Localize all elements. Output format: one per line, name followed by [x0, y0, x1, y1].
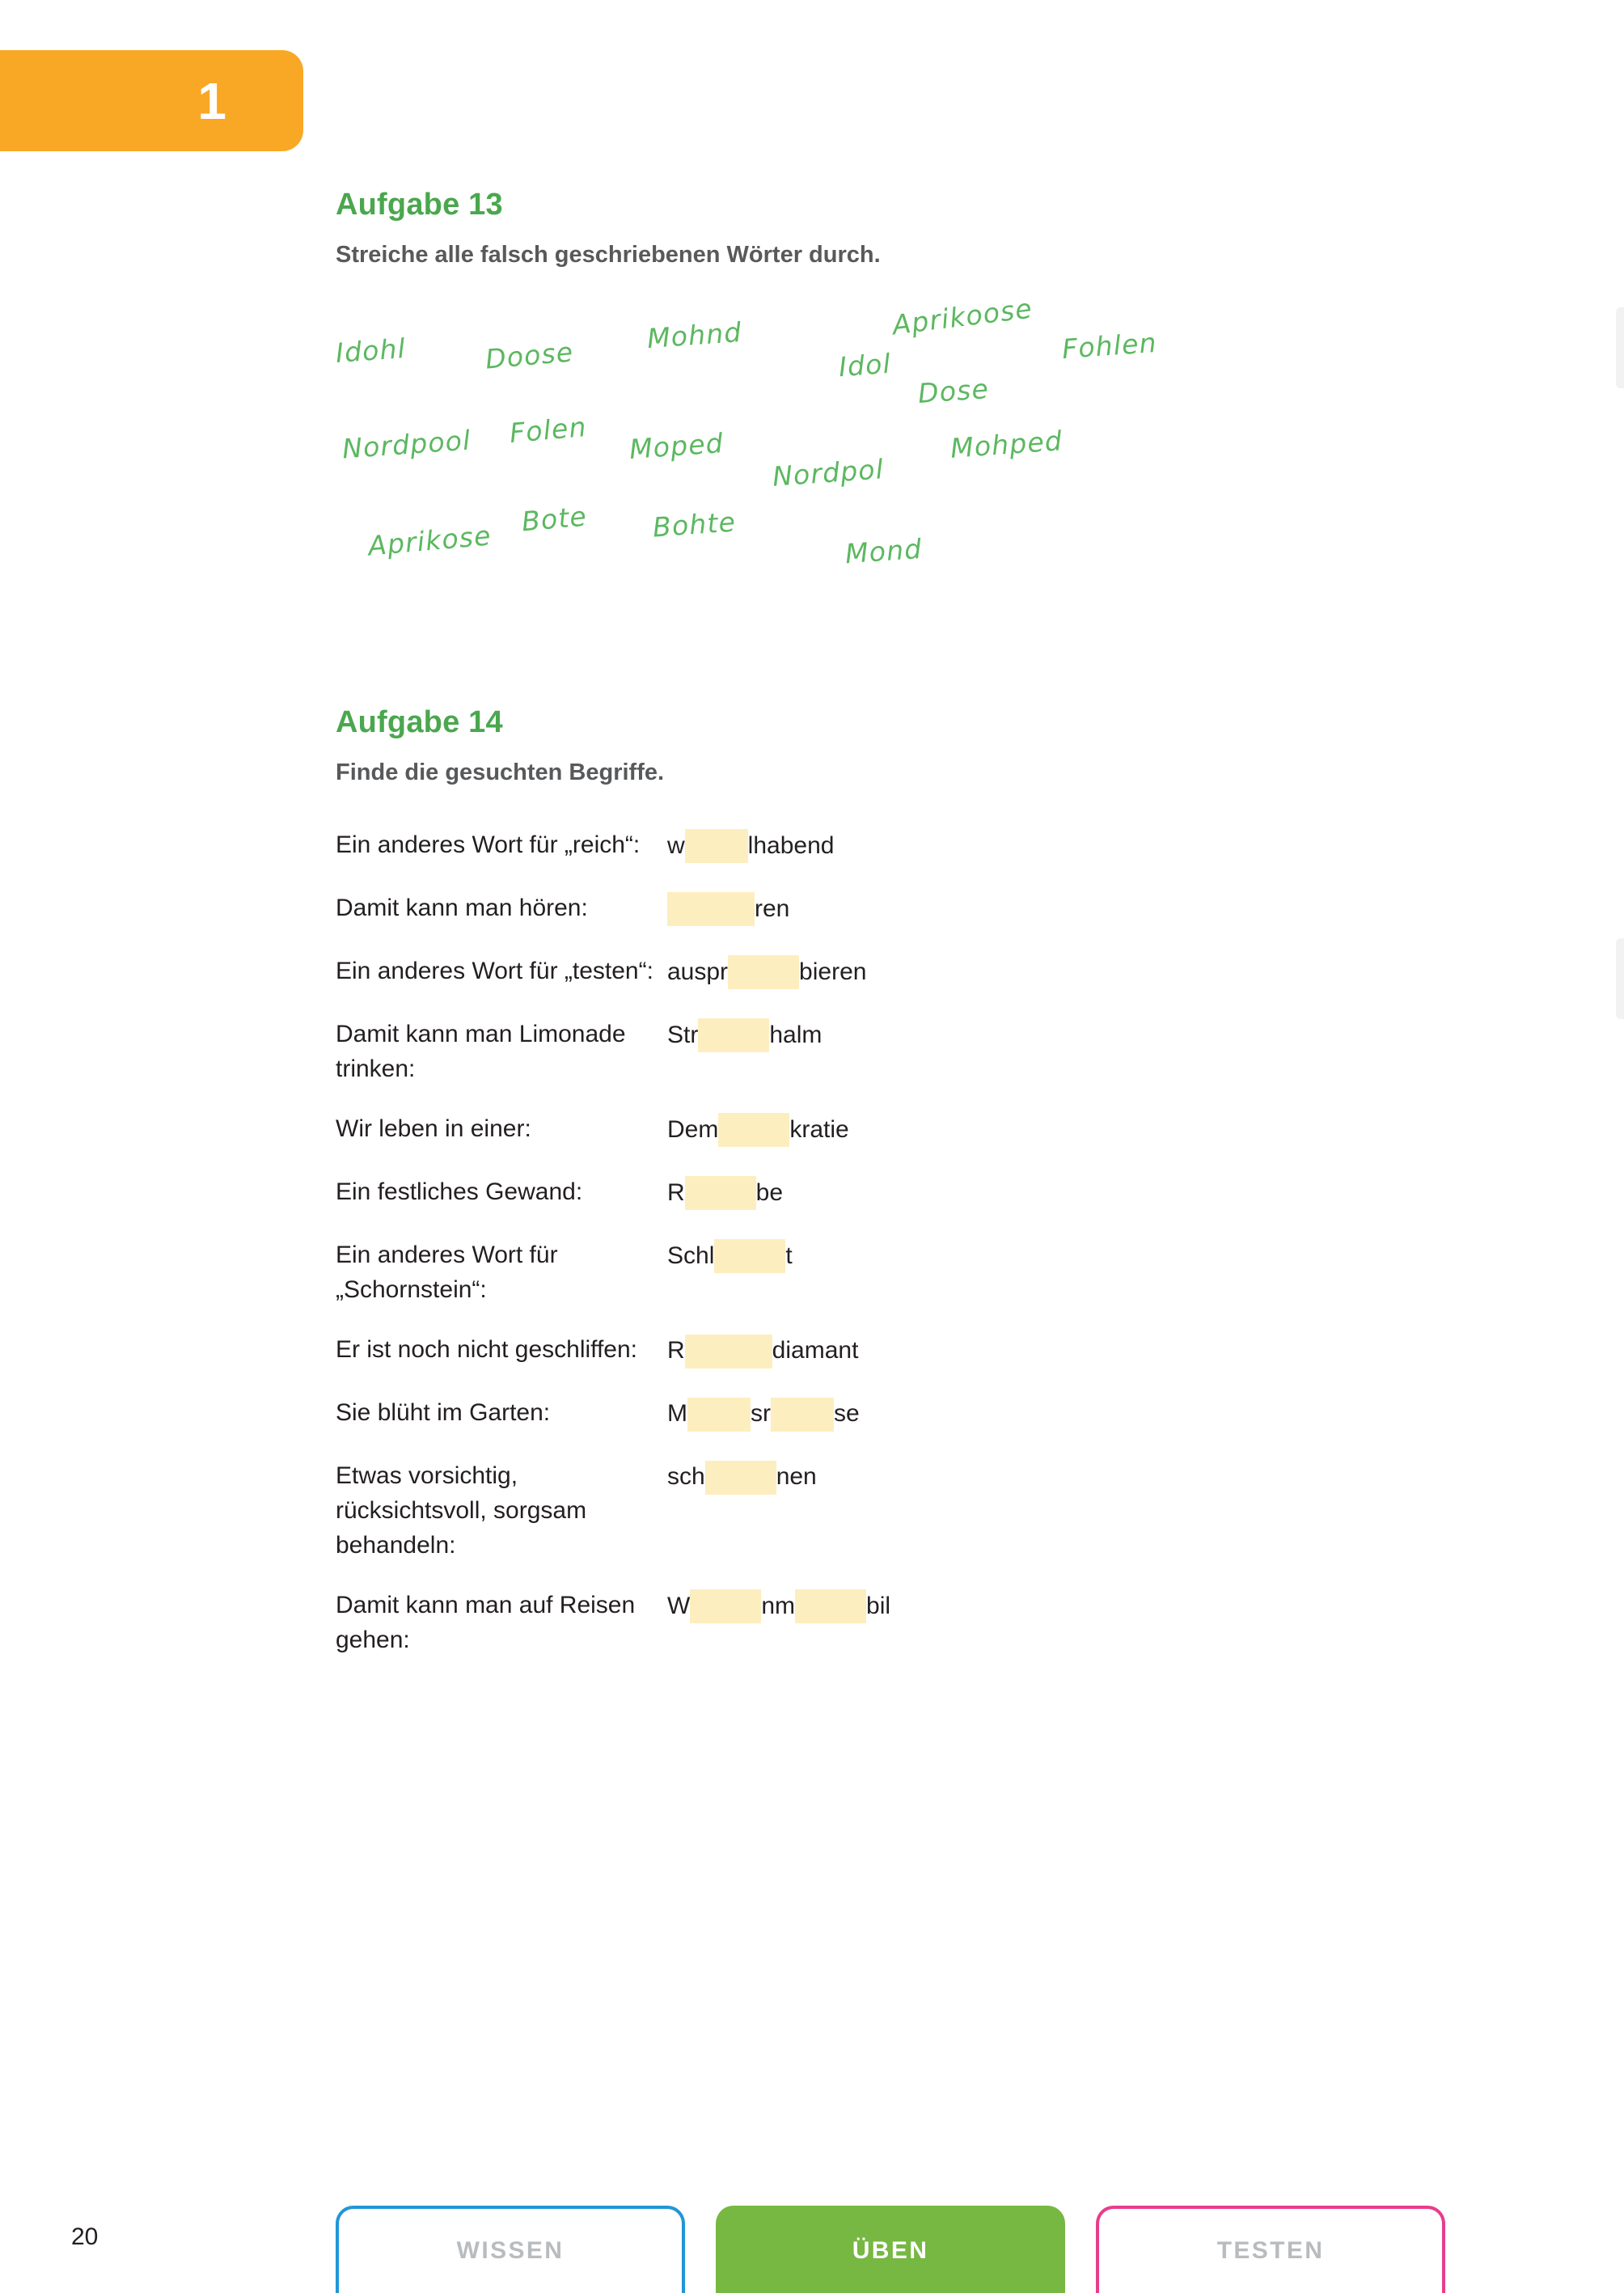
answer-text: R — [667, 1179, 685, 1207]
answer-text: bieren — [799, 958, 867, 985]
answer-text: nen — [776, 1463, 817, 1491]
riddle-answer — [667, 1396, 860, 1432]
task13-heading: Aufgabe 13 — [336, 188, 503, 222]
answer-text: se — [834, 1400, 860, 1428]
riddle-answer — [667, 891, 789, 927]
riddle-answer — [667, 1459, 817, 1495]
handwritten-word[interactable]: Nordpol — [771, 453, 886, 493]
handwritten-word[interactable]: Mohnd — [645, 315, 743, 355]
riddle-answer — [667, 828, 834, 864]
answer-blank[interactable] — [685, 829, 748, 863]
answer-text: ren — [755, 895, 790, 922]
answer-blank[interactable] — [728, 955, 799, 989]
answer-text: sch — [667, 1463, 705, 1491]
answer-text: M — [667, 1400, 687, 1428]
footer-tab-üben[interactable]: ÜBEN — [716, 2206, 1065, 2293]
handwritten-word[interactable]: Bohte — [651, 506, 738, 544]
answer-text: auspr — [667, 958, 729, 985]
answer-text: Dem — [667, 1116, 719, 1144]
answer-text: sr — [751, 1400, 771, 1428]
handwritten-word[interactable]: Idohl — [334, 332, 408, 369]
footer-tab-testen[interactable]: TESTEN — [1096, 2206, 1445, 2293]
page-number: 20 — [71, 2223, 99, 2250]
answer-text: halm — [769, 1022, 823, 1048]
riddle-row — [336, 1017, 1484, 1086]
answer-blank[interactable] — [795, 1589, 866, 1623]
riddle-clue: Etwas vorsichtig, rücksichtsvoll, sorgsam behandeln: — [336, 1462, 587, 1559]
answer-blank[interactable] — [667, 892, 755, 926]
answer-text: Schl — [667, 1242, 715, 1270]
answer-text: nm — [761, 1593, 796, 1620]
answer-text: bil — [866, 1593, 891, 1620]
footer-tab-wissen[interactable]: WISSEN — [336, 2206, 685, 2293]
answer-text: w — [667, 832, 685, 859]
riddle-answer — [667, 1238, 793, 1274]
section-aufgabe-13 — [336, 188, 1484, 600]
handwritten-word[interactable]: Aprikose — [366, 519, 493, 562]
footer-tabs — [336, 2206, 1448, 2293]
riddle-clue: Ein anderes Wort für „testen“: — [336, 958, 653, 984]
riddle-answer — [667, 1589, 890, 1624]
riddle-row — [336, 1333, 1484, 1370]
handwritten-word[interactable]: Moped — [628, 426, 725, 466]
answer-text: lhabend — [747, 832, 835, 859]
chapter-number: 1 — [197, 71, 226, 130]
riddle-clue: Ein anderes Wort für „Schornstein“: — [336, 1242, 558, 1303]
handwritten-word-cloud — [334, 292, 1484, 600]
riddle-clue: Ein festliches Gewand: — [336, 1178, 583, 1206]
handwritten-word[interactable]: Folen — [508, 410, 589, 450]
section-aufgabe-14 — [336, 705, 1484, 1657]
answer-blank[interactable] — [771, 1398, 834, 1432]
riddle-clue: Er ist noch nicht geschliffen: — [336, 1336, 637, 1364]
riddle-answer — [667, 954, 866, 990]
edge-mark-top — [1616, 307, 1624, 388]
answer-text: be — [755, 1179, 784, 1207]
answer-blank[interactable] — [687, 1398, 751, 1432]
handwritten-word[interactable]: Doose — [484, 336, 575, 375]
riddle-clue: Damit kann man Limonade trinken: — [336, 1021, 626, 1082]
answer-text: kratie — [789, 1116, 849, 1144]
riddle-answer — [667, 1175, 783, 1211]
edge-mark-middle — [1616, 938, 1624, 1019]
task13-instruction: Streiche alle falsch geschriebenen Wörter durch. — [336, 242, 881, 268]
task14-instruction: Finde die gesuchten Begriffe. — [336, 759, 665, 785]
handwritten-word[interactable]: Idol — [837, 347, 893, 383]
handwritten-word[interactable]: Nordpool — [340, 424, 472, 465]
riddle-row — [336, 1238, 1484, 1307]
page-content — [336, 0, 1484, 1683]
answer-text: Str — [667, 1022, 699, 1048]
answer-blank[interactable] — [705, 1461, 776, 1495]
answer-text: W — [667, 1593, 691, 1620]
riddle-clue: Damit kann man hören: — [336, 895, 588, 921]
handwritten-word[interactable]: Aprikoose — [890, 292, 1034, 341]
riddle-row — [336, 1112, 1484, 1149]
riddle-list — [336, 828, 1484, 1657]
task14-heading: Aufgabe 14 — [336, 705, 503, 739]
answer-blank[interactable] — [718, 1113, 789, 1147]
riddle-answer — [667, 1333, 858, 1369]
riddle-row — [336, 954, 1484, 992]
riddle-clue: Sie blüht im Garten: — [336, 1399, 551, 1427]
riddle-clue: Damit kann man auf Reisen gehen: — [336, 1592, 636, 1653]
riddle-row — [336, 1396, 1484, 1433]
riddle-row — [336, 1589, 1484, 1657]
riddle-clue: Wir leben in einer: — [336, 1115, 531, 1143]
chapter-tab — [0, 50, 303, 151]
handwritten-word[interactable]: Mohped — [949, 425, 1064, 464]
answer-blank[interactable] — [690, 1589, 761, 1623]
riddle-answer — [667, 1112, 849, 1148]
handwritten-word[interactable]: Mond — [844, 532, 924, 570]
riddle-row — [336, 1175, 1484, 1212]
answer-blank[interactable] — [698, 1018, 769, 1052]
riddle-row — [336, 891, 1484, 929]
answer-text: t — [785, 1242, 793, 1270]
answer-blank[interactable] — [685, 1176, 756, 1210]
answer-blank[interactable] — [685, 1335, 772, 1369]
riddle-answer — [667, 1017, 822, 1053]
riddle-clue: Ein anderes Wort für „reich“: — [336, 831, 641, 858]
riddle-row — [336, 1459, 1484, 1563]
handwritten-word[interactable]: Dose — [916, 372, 991, 410]
answer-text: R — [667, 1337, 685, 1364]
answer-text: diamant — [772, 1337, 859, 1364]
answer-blank[interactable] — [714, 1239, 785, 1273]
riddle-row — [336, 828, 1484, 865]
handwritten-word[interactable]: Bote — [520, 500, 589, 538]
handwritten-word[interactable]: Fohlen — [1060, 326, 1158, 366]
